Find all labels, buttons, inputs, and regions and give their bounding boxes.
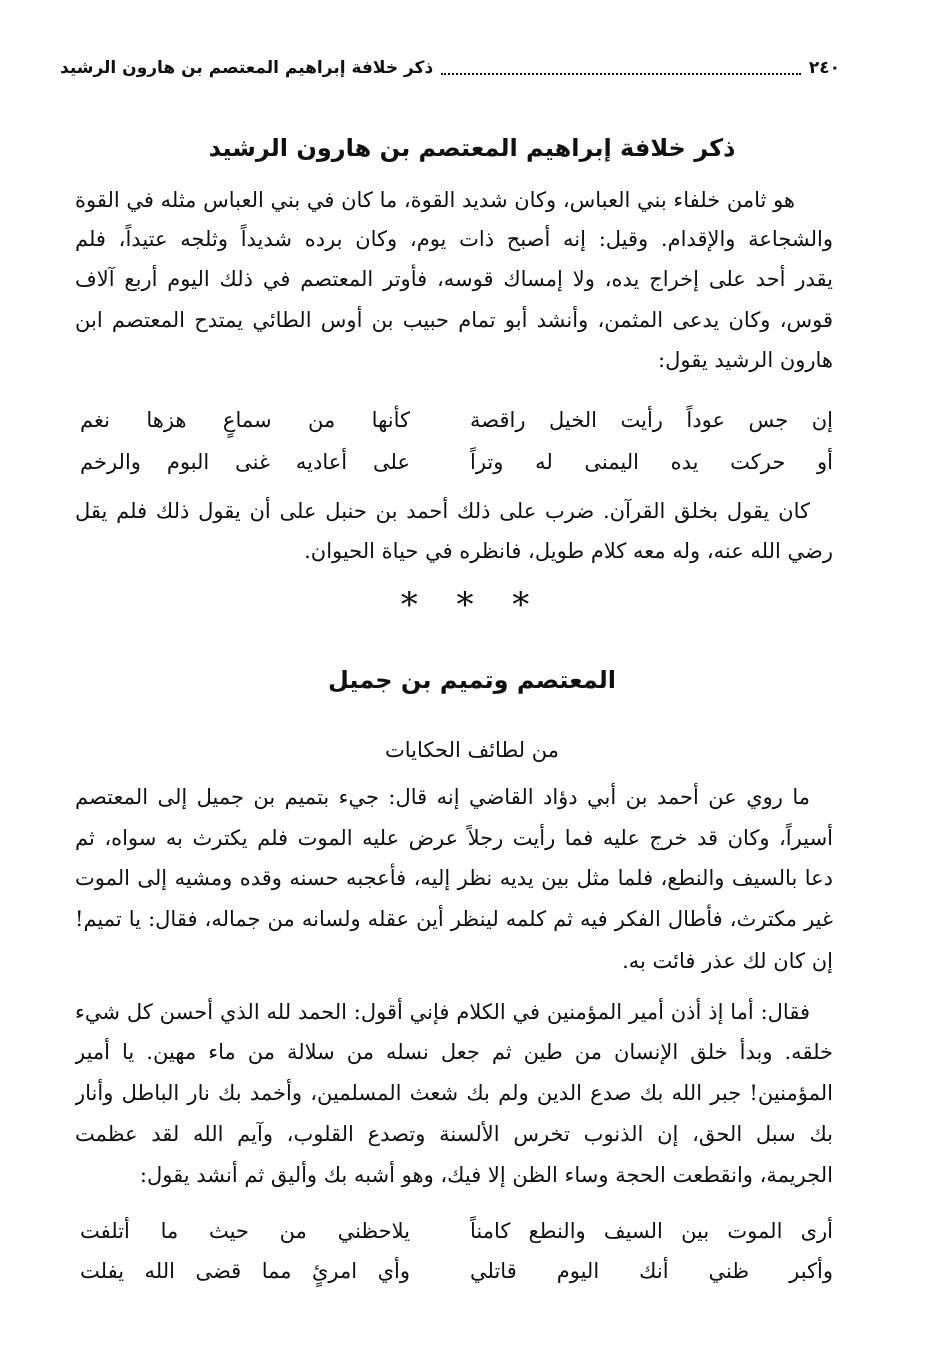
paragraph-line: فقال: أما إذ أذن أمير المؤمنين في الكلام فإني أقول: الحمد لله الذي أحسن كل شيء — [75, 1000, 810, 1024]
section-title: المعتصم وتميم بن جميل — [327, 666, 617, 694]
paragraph-line: إن كان لك عذر فائت به. — [622, 949, 833, 973]
paragraph-line: كان يقول بخلق القرآن. ضرب على ذلك أحمد بن حنبل على أن يقول ذلك فلم يقل — [75, 499, 810, 523]
verse-first-hemistich: أرى الموت بين السيف والنطع كامناً — [470, 1219, 833, 1243]
running-title: ذكر خلافة إبراهيم المعتصم بن هارون الرشيد — [60, 58, 434, 78]
verse-first-hemistich: أو حركت يده اليمنى له وتراً — [470, 450, 833, 474]
section-subtitle: من لطائف الحكايات — [385, 738, 559, 762]
leader-dots — [441, 61, 801, 75]
section-title: ذكر خلافة إبراهيم المعتصم بن هارون الرشيد — [208, 134, 736, 162]
paragraph-line: ما روي عن أحمد بن أبي دؤاد القاضي إنه قال: جيء بتميم بن جميل إلى المعتصم — [75, 785, 810, 809]
paragraph-line: بك سبل الحق، إن الذنوب تخرس الألسنة وتصدع القلوب، وآيم الله لقد عظمت — [75, 1122, 833, 1146]
verse-second-hemistich: على أعاديه غنى البوم والرخم — [80, 450, 410, 474]
running-header — [60, 58, 840, 78]
paragraph-line: خلقه. وبدأ خلق الإنسان من طين ثم جعل نسله من سلالة من ماء مهين. يا أمير — [75, 1040, 833, 1064]
verse-first-hemistich: إن جس عوداً رأيت الخيل راقصة — [470, 408, 833, 432]
page-number: ٢٤٠ — [808, 58, 840, 78]
paragraph-line: قوس، وكان يدعى المثمن، وأنشد أبو تمام حبيب بن أوس الطائي يمتدح المعتصم ابن — [75, 308, 833, 332]
paragraph-line: غير مكترث، فأطال الفكر فيه ثم كلمه لينظر أين عقله ولسانه من جماله، فقال: يا تميم! — [75, 907, 833, 931]
paragraph-line: يقدر أحد على إخراج يده، ولا إمساك قوسه، فأوتر المعتصم في ذلك اليوم أربع آلاف — [75, 267, 833, 291]
verse-second-hemistich: كأنها من سماعٍ هزها نغم — [80, 408, 410, 432]
paragraph-line: رضي الله عنه، وله معه كلام طويل، فانظره في حياة الحيوان. — [304, 539, 833, 563]
paragraph-line: المؤمنين! جبر الله بك صدع الدين ولم بك شعث المسلمين، وأخمد بك نار الباطل وأنار — [75, 1081, 833, 1105]
paragraph-line: هارون الرشيد يقول: — [658, 348, 833, 372]
verse-second-hemistich: يلاحظني من حيث ما أتلفت — [80, 1219, 410, 1243]
paragraph-line: أسيراً، وكان قد خرج عليه فما رأيت رجلاً عرض عليه الموت فلم يكترث به سواه، ثم — [75, 826, 833, 850]
verse-first-hemistich: وأكبر ظني أنك اليوم قاتلي — [470, 1259, 833, 1283]
paragraph-line: دعا بالسيف والنطع، فلما مثل بين يديه نظر إليه، فأعجبه حسنه وقده ومشيه إلى الموت — [75, 866, 833, 890]
paragraph-line: الجريمة، وانقطعت الحجة وساء الظن إلا فيك، وهو أشبه بك وأليق ثم أنشد يقول: — [139, 1163, 833, 1187]
section-separator: * * * — [400, 585, 544, 625]
paragraph-line: والشجاعة والإقدام. وقيل: إنه أصبح ذات يوم، وكان برده شديداً وثلجه عتيداً، فلم — [75, 227, 833, 251]
verse-second-hemistich: وأي امرئٍ مما قضى الله يفلت — [80, 1259, 410, 1283]
paragraph-line: هو ثامن خلفاء بني العباس، وكان شديد القوة، ما كان في بني العباس مثله في القوة — [75, 188, 795, 212]
